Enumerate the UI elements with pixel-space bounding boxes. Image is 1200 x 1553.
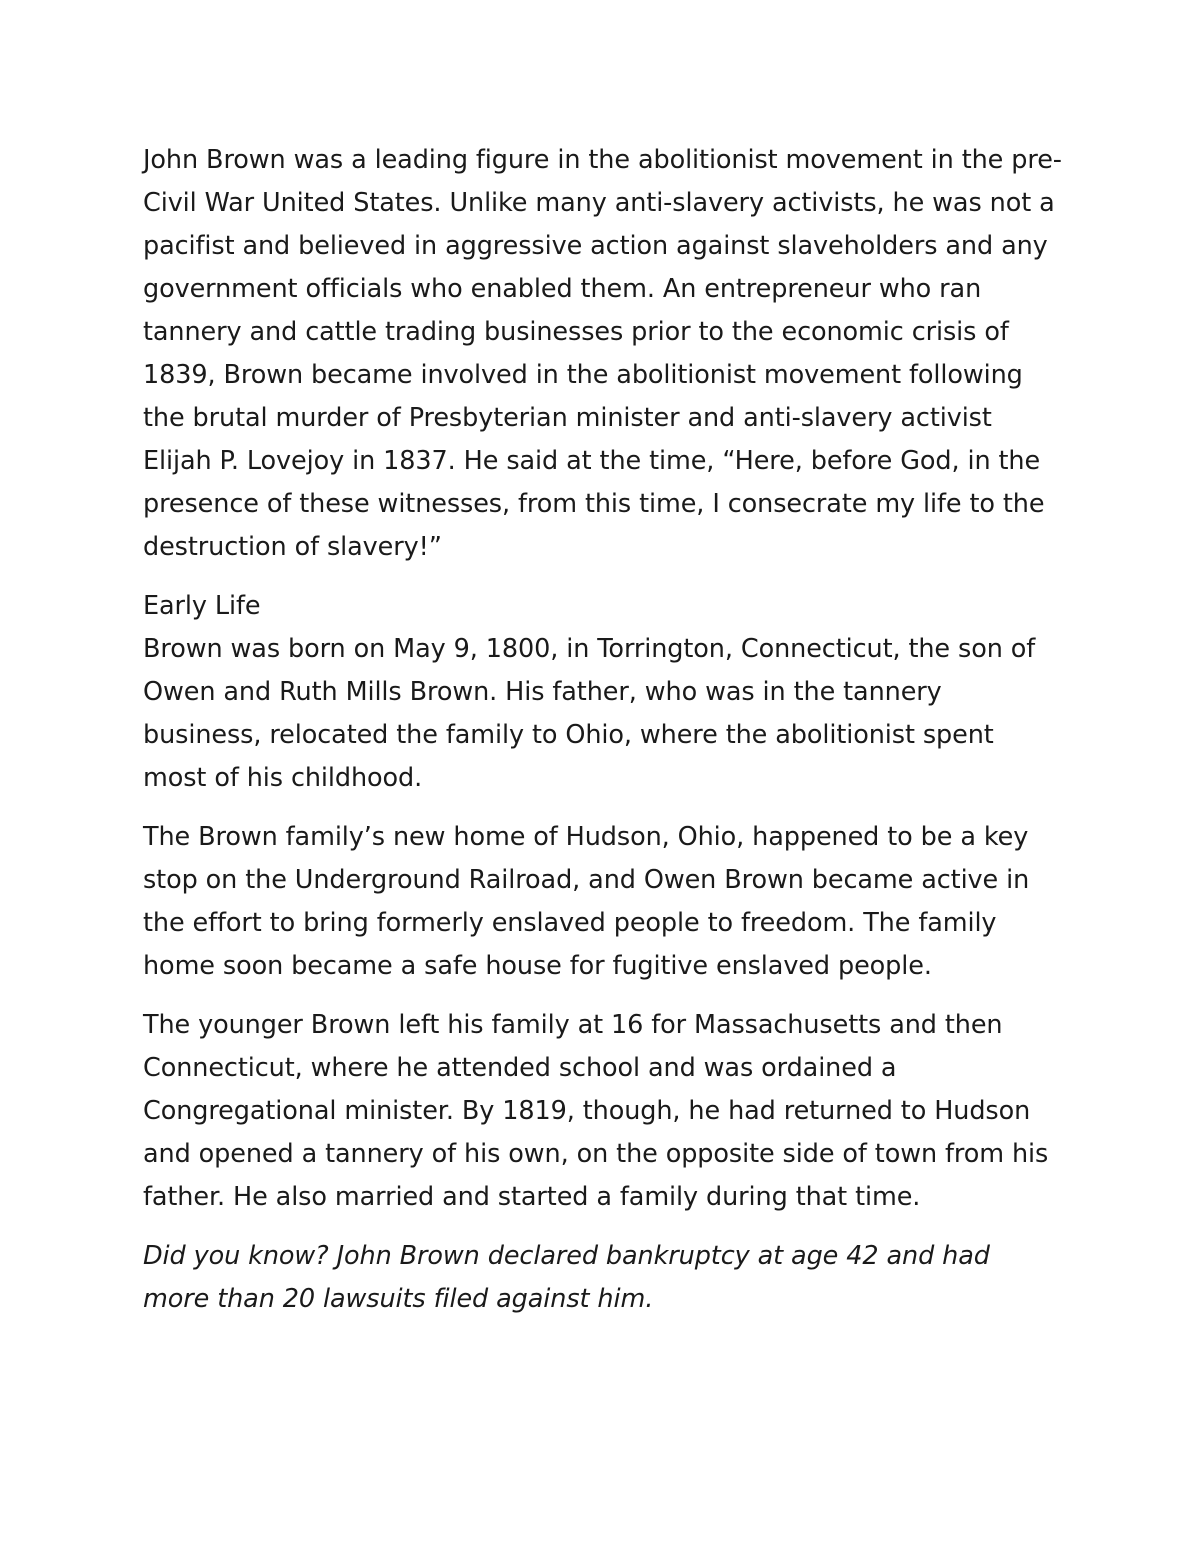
early-life-paragraph-3: The younger Brown left his family at 16 for Massachusetts and then Connecticut, where he attended school and was ordained a Congregational minister. By 1819, though, he had returned to Hudson and opened a tannery of his own, on the opposite side of town from his father. He also married and started a family during that time. — [143, 1010, 1049, 1212]
did-you-know-note: Did you know? John Brown declared bankruptcy at age 42 and had more than 20 lawsuits filed against him. — [143, 1241, 990, 1314]
document-body — [143, 139, 1063, 1321]
early-life-paragraph-2: The Brown family’s new home of Hudson, Ohio, happened to be a key stop on the Underground Railroad, and Owen Brown became active in the effort to bring formerly enslaved people to freedom. The family home soon became a safe house for fugitive enslaved people. — [143, 822, 1030, 981]
early-life-paragraph-1: Brown was born on May 9, 1800, in Torrington, Connecticut, the son of Owen and Ruth Mills Brown. His father, who was in the tannery business, relocated the family to Ohio, where the abolitionist spent most of his childhood. — [143, 634, 1036, 793]
section-heading-early-life: Early Life — [143, 591, 261, 621]
intro-paragraph: John Brown was a leading figure in the abolitionist movement in the pre-Civil War United States. Unlike many anti-slavery activists, he was not a pacifist and believed in aggressive action against slaveholders and any government officials who enabled them. An entrepreneur who ran tannery and cattle trading businesses prior to the economic crisis of 1839, Brown became involved in the abolitionist movement following the brutal murder of Presbyterian minister and anti-slavery activist Elijah P. Lovejoy in 1837. He said at the time, “Here, before God, in the presence of these witnesses, from this time, I consecrate my life to the destruction of slavery!” — [143, 145, 1062, 562]
